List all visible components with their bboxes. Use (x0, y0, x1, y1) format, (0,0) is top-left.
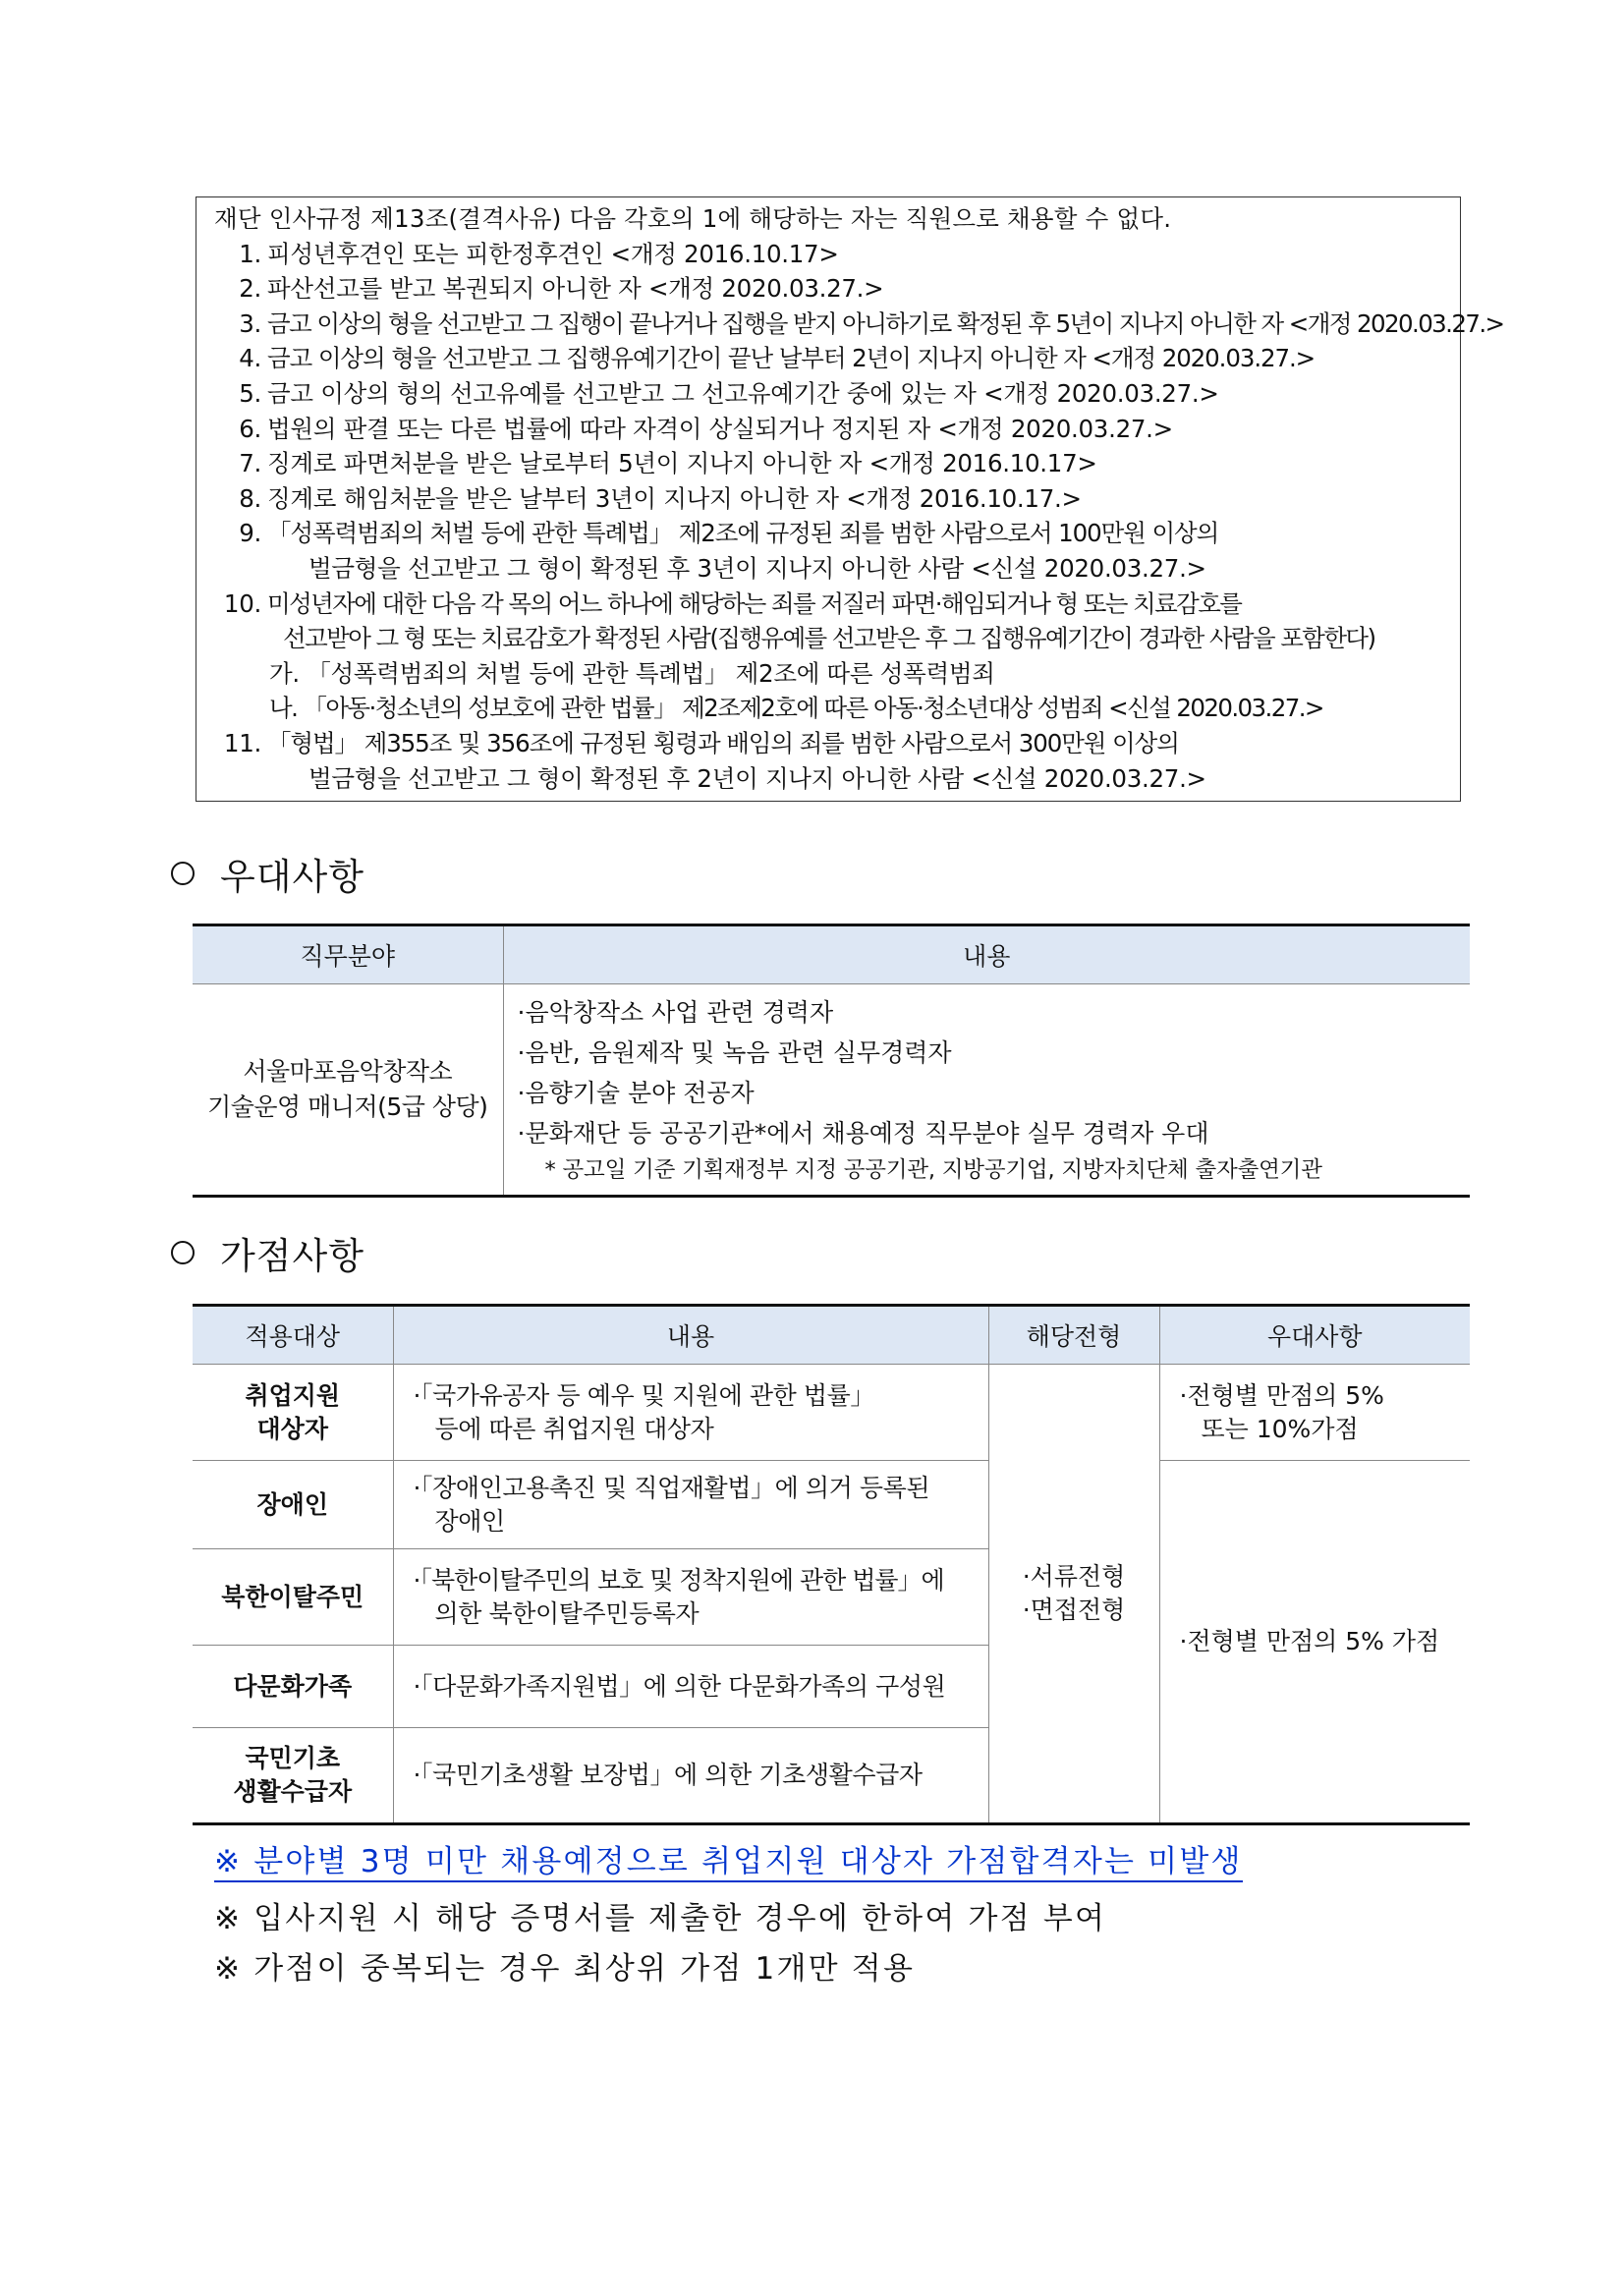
content-line: ·「다문화가족지원법」에 의한 다문화가족의 구성원 (413, 1671, 946, 1701)
target-line: 북한이탈주민 (221, 1582, 364, 1611)
note: ※ 가점이 중복되는 경우 최상위 가점 1개만 적용 (214, 1951, 916, 1987)
item-text-continued: 벌금형을 선고받고 그 형이 확정된 후 2년이 지나지 아니한 사람 <신설 2020.03.27.> (308, 763, 1206, 793)
preference-heading (171, 847, 364, 900)
column-header: 내용 (503, 925, 1470, 984)
bonus-content-cell (393, 1549, 988, 1646)
target-cell (193, 1365, 393, 1461)
list-item (214, 376, 1446, 412)
item-text: 피성년후견인 또는 피한정후견인 <개정 2016.10.17> (267, 239, 839, 268)
preference-heading-text: 우대사항 (220, 856, 364, 898)
item-text: 미성년자에 대한 다음 각 목의 어느 하나에 해당하는 죄를 저질러 파면·해임되거나 형 또는 치료감호를 (267, 588, 1242, 618)
column-header: 직무분야 (193, 925, 503, 984)
item-number: 6. (239, 414, 261, 443)
item-number: 9. (239, 519, 261, 548)
preference-content-cell (503, 984, 1470, 1197)
list-item (214, 307, 1504, 342)
target-cell (193, 1549, 393, 1646)
list-item (214, 237, 1446, 272)
list-item: ·음반, 음원제작 및 녹음 관련 실무경력자 (517, 1038, 952, 1067)
target-line: 장애인 (256, 1489, 328, 1519)
item-text: 징계로 파면처분을 받은 날로부터 5년이 지나지 아니한 자 <개정 2016.10.17> (267, 449, 1097, 478)
bonus-pref-cell (1159, 1461, 1470, 1824)
column-header: 우대사항 (1159, 1306, 1470, 1365)
item-text: 「형법」 제355조 및 356조에 규정된 횡령과 배임의 죄를 범한 사람으로서 300만원 이상의 (267, 728, 1179, 757)
item-number: 10. (223, 588, 261, 618)
content-line: 의한 북한이탈주민등록자 (434, 1598, 700, 1628)
item-text-continued: 선고받아 그 형 또는 치료감호가 확정된 사람(집행유예를 선고받은 후 그 집행유예기간이 경과한 사람을 포함한다) (283, 624, 1375, 653)
bonus-content-cell (393, 1365, 988, 1461)
note-highlight: ※ 분야별 3명 미만 채용예정으로 취업지원 대상자 가점합격자는 미발생 (214, 1843, 1243, 1882)
target-line: 생활수급자 (233, 1777, 353, 1806)
list-item (214, 412, 1446, 447)
table-row (193, 984, 1470, 1197)
target-line: 다문화가족 (233, 1671, 353, 1701)
item-text: 금고 이상의 형의 선고유예를 선고받고 그 선고유예기간 중에 있는 자 <개정 2020.03.27.> (267, 378, 1219, 408)
list-item (214, 726, 1446, 796)
bonus-content-cell (393, 1461, 988, 1549)
column-header: 해당전형 (988, 1306, 1159, 1365)
list-item: ·문화재단 등 공공기관*에서 채용예정 직무분야 실무 경력자 우대 (517, 1119, 1209, 1148)
content-line: ·「북한이탈주민의 보호 및 정착지원에 관한 법률」에 (413, 1565, 944, 1595)
job-field-line: 서울마포음악창작소 (243, 1057, 453, 1086)
content-line: 장애인 (434, 1506, 505, 1536)
bonus-table (193, 1304, 1470, 1825)
content-line: 등에 따른 취업지원 대상자 (434, 1414, 714, 1443)
item-number: 7. (239, 449, 261, 478)
item-number: 2. (239, 274, 261, 304)
bonus-heading (171, 1226, 364, 1279)
bonus-content-cell (393, 1646, 988, 1728)
list-item (214, 587, 1446, 656)
target-line: 취업지원 (245, 1380, 341, 1410)
column-header: 적용대상 (193, 1306, 393, 1365)
disqualification-intro: 재단 인사규정 제13조(결격사유) 다음 각호의 1에 해당하는 자는 직원으로 채용할 수 없다. (214, 204, 1172, 233)
footnote: * 공고일 기준 기획재정부 지정 공공기관, 지방공기업, 지방자치단체 출자출연기관 (544, 1157, 1322, 1183)
item-text: 금고 이상의 형을 선고받고 그 집행이 끝나거나 집행을 받지 아니하기로 확정된 후 5년이 지나지 아니한 자 <개정 2020.03.27.> (267, 308, 1504, 338)
content-line: ·「국민기초생활 보장법」에 의한 기초생활수급자 (413, 1761, 923, 1789)
content-line: ·「장애인고용촉진 및 직업재활법」에 의거 등록된 (413, 1473, 930, 1502)
item-text: 법원의 판결 또는 다른 법률에 따라 자격이 상실되거나 정지된 자 <개정 2020.03.27.> (267, 414, 1173, 443)
list-item: ·음향기술 분야 전공자 (517, 1079, 755, 1107)
bonus-pref-cell (1159, 1365, 1470, 1461)
item-number: 3. (239, 308, 261, 338)
stage-cell (988, 1365, 1159, 1824)
list-item (214, 271, 1446, 307)
target-cell (193, 1461, 393, 1549)
item-number: 8. (239, 483, 261, 513)
bonus-content-cell (393, 1728, 988, 1824)
list-item (214, 341, 1446, 376)
stage-line: ·서류전형 (1022, 1562, 1126, 1591)
list-item (214, 481, 1446, 517)
job-field-cell (193, 984, 503, 1197)
item-number: 4. (239, 344, 261, 373)
table-row (193, 1461, 1470, 1549)
circle-bullet-icon (171, 862, 195, 885)
item-text-continued: 벌금형을 선고받고 그 형이 확정된 후 3년이 지나지 아니한 사람 <신설 2020.03.27.> (308, 553, 1206, 583)
list-item: ·음악창작소 사업 관련 경력자 (517, 998, 834, 1027)
bonus-heading-text: 가점사항 (220, 1235, 364, 1277)
stage-line: ·면접전형 (1022, 1596, 1126, 1624)
table-row (193, 1365, 1470, 1461)
item-number: 11. (223, 728, 261, 757)
target-cell (193, 1728, 393, 1824)
pref-line: ·전형별 만점의 5% 가점 (1179, 1627, 1440, 1655)
list-item (214, 516, 1446, 586)
job-field-line: 기술운영 매니저(5급 상당) (207, 1092, 488, 1121)
preference-table (193, 924, 1470, 1198)
target-line: 국민기초 (245, 1744, 341, 1772)
target-cell (193, 1646, 393, 1728)
circle-bullet-icon (171, 1241, 195, 1264)
item-number: 5. (239, 378, 261, 408)
list-item (214, 446, 1446, 481)
column-header: 내용 (393, 1306, 988, 1365)
item-number: 1. (239, 239, 261, 268)
note: ※ 입사지원 시 해당 증명서를 제출한 경우에 한하여 가점 부여 (214, 1901, 1107, 1936)
item-text: 「성폭력범죄의 처벌 등에 관한 특례법」 제2조에 규정된 죄를 범한 사람으로서 100만원 이상의 (267, 519, 1219, 548)
disqualification-box (196, 196, 1504, 802)
sub-item: 나. 「아동·청소년의 성보호에 관한 법률」 제2조제2호에 따른 아동·청소년대상 성범죄 <신설 2020.03.27.> (269, 694, 1323, 723)
item-text: 금고 이상의 형을 선고받고 그 집행유예기간이 끝난 날부터 2년이 지나지 아니한 자 <개정 2020.03.27.> (267, 344, 1316, 373)
pref-line: 또는 10%가점 (1201, 1414, 1359, 1443)
content-line: ·「국가유공자 등 예우 및 지원에 관한 법률」 (413, 1380, 875, 1410)
target-line: 대상자 (256, 1414, 328, 1443)
item-text: 파산선고를 받고 복권되지 아니한 자 <개정 2020.03.27.> (267, 274, 884, 304)
item-text: 징계로 해임처분을 받은 날부터 3년이 지나지 아니한 자 <개정 2016.10.17.> (267, 483, 1082, 513)
sub-item: 가. 「성폭력범죄의 처벌 등에 관한 특례법」 제2조에 따른 성폭력범죄 (269, 658, 995, 688)
pref-line: ·전형별 만점의 5% (1179, 1380, 1384, 1410)
